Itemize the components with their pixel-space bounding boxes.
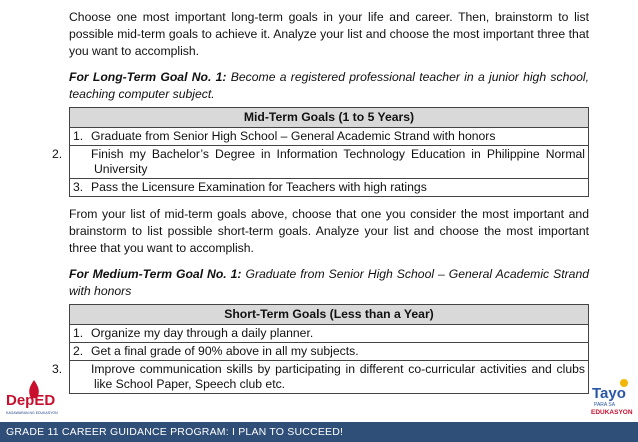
row-number: 3. [73,180,84,194]
medium-term-goal-label: For Medium-Term Goal No. 1: [69,267,242,281]
mid-term-goals-table [52,107,589,197]
row-text: Graduate from Senior High School – General Academic Strand with honors [91,129,496,143]
mid-term-header: Mid-Term Goals (1 to 5 Years) [70,108,589,128]
medium-term-goal [69,266,589,300]
deped-logo [4,378,64,418]
tayo-logo-text: Tayo [592,385,626,402]
row-number: 3. [52,362,63,376]
short-term-goals-table [52,304,589,394]
table-row [70,128,589,146]
long-term-goal-label: For Long-Term Goal No. 1: [69,70,227,84]
mid-instruction-paragraph: From your list of mid-term goals above, choose that one you consider the most important and brainstorm to list possible short-term goals. Analyze your list and choose the most important three that you want to accomplish. [69,207,589,255]
tayo-logo-subtext-2: EDUKASYON [591,409,633,416]
row-number: 1. [73,129,84,143]
document-body [52,9,590,403]
tayo-logo [590,376,636,420]
row-text: Finish my Bachelor’s Degree in Information Technology Education in Philippine Normal University [91,147,585,176]
row-text: Pass the Licensure Examination for Teachers with high ratings [91,180,427,194]
long-term-goal-text: Become a registered professional teacher in a junior high school, teaching computer subject. [69,70,590,101]
tayo-logo-subtext-1: PARA SA [594,402,616,408]
row-text: Get a final grade of 90% above in all my subjects. [91,344,359,358]
row-number: 2. [52,147,63,161]
intro-paragraph: Choose one most important long-term goals in your life and career. Then, brainstorm to list possible mid-term goals to achieve it. Analyze your list and choose the most important three that you want to accomplish. [69,10,589,58]
row-number: 2. [73,344,84,358]
footer-text: GRADE 11 CAREER GUIDANCE PROGRAM: I PLAN TO SUCCEED! [6,426,344,438]
row-text: Improve communication skills by participating in different co-curricular activities and clubs like School Paper, Speech club etc. [91,362,585,391]
footer-bar [0,422,638,442]
short-term-header: Short-Term Goals (Less than a Year) [70,305,589,325]
table-row [70,179,589,197]
row-text: Organize my day through a daily planner. [91,326,314,340]
deped-logo-subtext: KAGAWARAN NG EDUKASYON [6,411,58,415]
medium-term-goal-text: Graduate from Senior High School – General Academic Strand with honors [69,267,590,298]
table-row [70,325,589,343]
table-row [52,146,589,179]
row-number: 1. [73,326,84,340]
table-row [52,361,589,394]
table-row [70,343,589,361]
long-term-goal [69,69,589,103]
deped-logo-text: DepED [6,392,56,409]
